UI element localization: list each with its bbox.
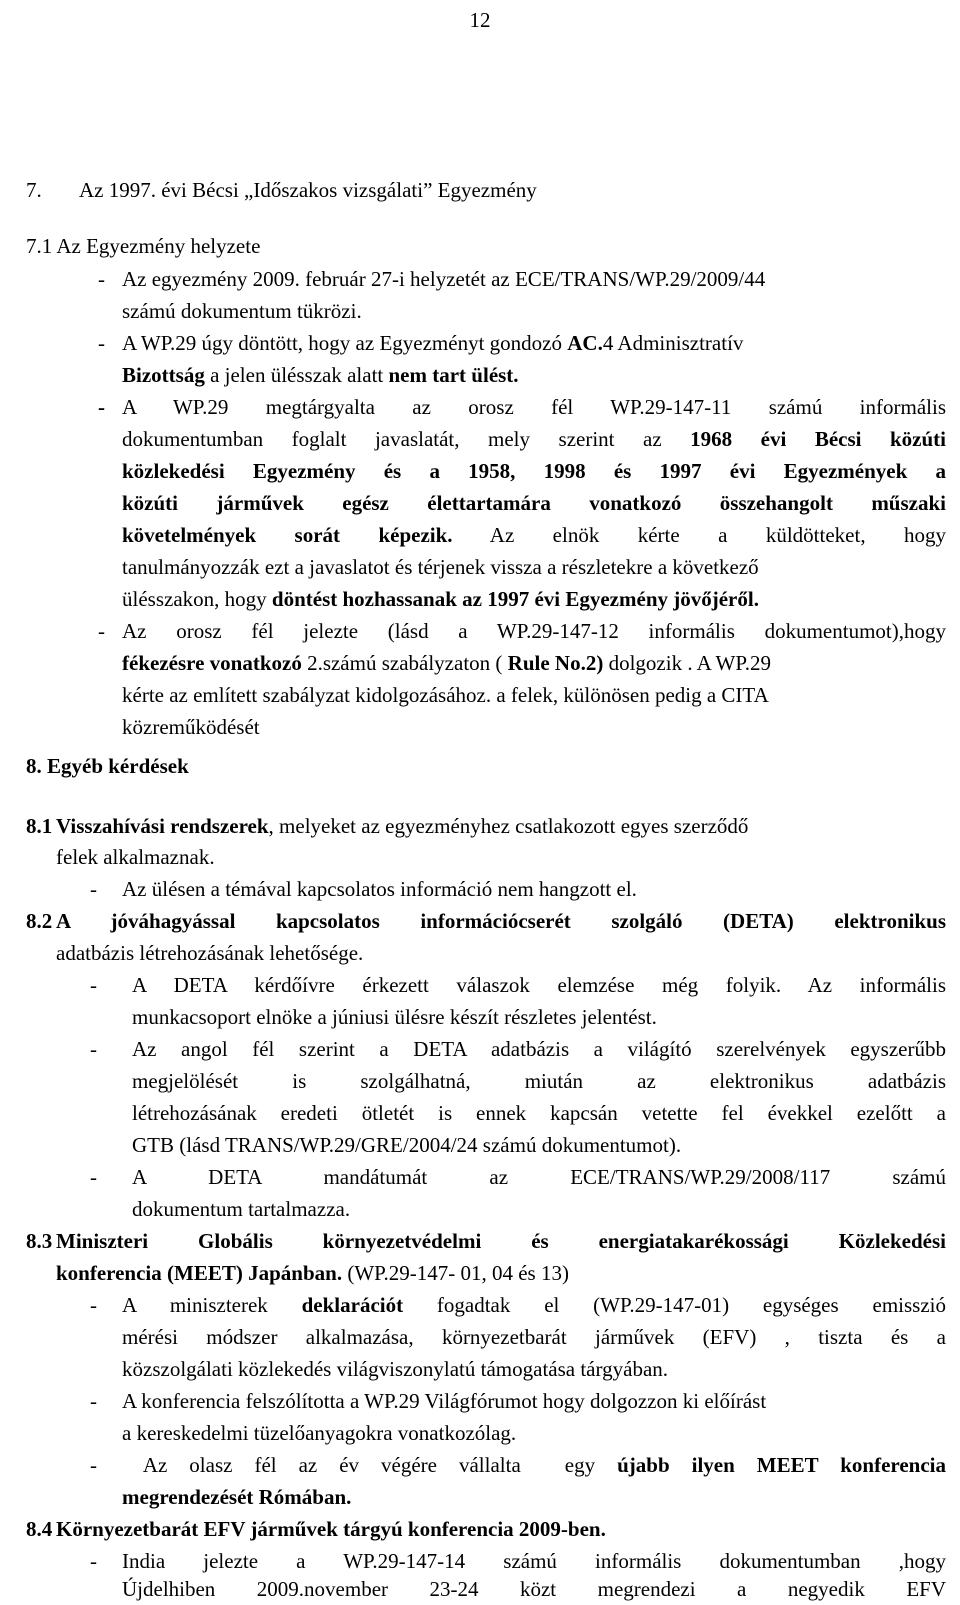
- paragraph-line: létrehozásának eredeti ötletét is ennek kapcsán vetette fel évekkel ezelőtt a: [132, 1101, 946, 1125]
- paragraph-line: A WP.29 úgy döntött, hogy az Egyezményt gondozó AC.4 Adminisztratív: [122, 331, 744, 355]
- bullet-dash: -: [98, 395, 105, 419]
- bullet-dash: -: [98, 267, 105, 291]
- bullet-dash: -: [90, 1453, 97, 1477]
- paragraph-line: A DETA mandátumát az ECE/TRANS/WP.29/2008/117 számú: [132, 1165, 946, 1189]
- subsection-8-3-number: 8.3: [26, 1229, 53, 1253]
- paragraph-line: fékezésre vonatkozó 2.számú szabályzaton ( Rule No.2) dolgozik . A WP.29: [122, 651, 771, 675]
- bullet-dash: -: [90, 1293, 97, 1317]
- paragraph-line: a kereskedelmi tüzelőanyagokra vonatkozólag.: [122, 1421, 517, 1445]
- paragraph-line: mérési módszer alkalmazása, környezetbarát járművek (EFV) , tiszta és a: [122, 1325, 946, 1349]
- subsection-8-4-title: Környezetbarát EFV járművek tárgyú konferencia 2009-ben.: [56, 1517, 606, 1541]
- bullet-dash: -: [98, 619, 105, 643]
- paragraph-line: közúti járművek egész élettartamára vonatkozó összehangolt műszaki: [122, 491, 946, 515]
- bullet-dash: -: [90, 1389, 97, 1413]
- section-8-title: 8. Egyéb kérdések: [26, 754, 189, 778]
- paragraph-line: GTB (lásd TRANS/WP.29/GRE/2004/24 számú dokumentumot).: [132, 1133, 682, 1157]
- section-7-title: Az 1997. évi Bécsi „Időszakos vizsgálati” Egyezmény: [79, 178, 537, 202]
- paragraph-line: A DETA kérdőívre érkezett válaszok elemzése még folyik. Az informális: [132, 973, 946, 997]
- paragraph-line: A miniszterek deklarációt fogadtak el (WP.29-147-01) egységes emisszió: [122, 1293, 946, 1317]
- paragraph-line: kérte az említett szabályzat kidolgozásához. a felek, különösen pedig a CITA: [122, 683, 769, 707]
- paragraph-line: adatbázis létrehozásának lehetősége.: [56, 941, 364, 965]
- bullet-dash: -: [90, 1165, 97, 1189]
- paragraph-line: Visszahívási rendszerek, melyeket az egyezményhez csatlakozott egyes szerződő: [56, 814, 749, 838]
- paragraph-line: ülésszakon, hogy döntést hozhassanak az 1997 évi Egyezmény jövőjéről.: [122, 587, 759, 611]
- paragraph-line: India jelezte a WP.29-147-14 számú informális dokumentumban ,hogy: [122, 1549, 946, 1573]
- paragraph-line: tanulmányozzák ezt a javaslatot és térjenek vissza a részletekre a következő: [122, 555, 759, 579]
- paragraph-line: A jóváhagyással kapcsolatos információcserét szolgáló (DETA) elektronikus: [56, 909, 946, 933]
- paragraph-line: A konferencia felszólította a WP.29 Világfórumot hogy dolgozzon ki előírást: [122, 1389, 767, 1413]
- bullet-dash: -: [90, 877, 97, 901]
- paragraph-line: közreműködését: [122, 715, 260, 739]
- paragraph-line: munkacsoport elnöke a júniusi ülésre készít részletes jelentést.: [132, 1005, 657, 1029]
- paragraph-line: konferencia (MEET) Japánban. (WP.29-147- 01, 04 és 13): [56, 1261, 569, 1285]
- bullet-dash: -: [98, 331, 105, 355]
- paragraph-line: A WP.29 megtárgyalta az orosz fél WP.29-147-11 számú informális: [122, 395, 946, 419]
- paragraph-line: dokumentum tartalmazza.: [132, 1197, 351, 1221]
- paragraph-line: Az ülésen a témával kapcsolatos információ nem hangzott el.: [122, 877, 637, 901]
- paragraph-line: Az olasz fél az év végére vállalta egy újabb ilyen MEET konferencia: [122, 1453, 946, 1477]
- page-number: 12: [469, 8, 491, 32]
- paragraph-line: Bizottság a jelen ülésszak alatt nem tart ülést.: [122, 363, 519, 387]
- subsection-8-1-number: 8.1: [26, 814, 53, 838]
- paragraph-line: felek alkalmaznak.: [56, 845, 215, 869]
- paragraph-line: közszolgálati közlekedés világviszonylatú támogatása tárgyában.: [122, 1357, 669, 1381]
- paragraph-line: megrendezését Rómában.: [122, 1485, 352, 1509]
- paragraph-line: Az angol fél szerint a DETA adatbázis a világító szerelvények egyszerűbb: [132, 1037, 946, 1061]
- paragraph-line: közlekedési Egyezmény és a 1958, 1998 és 1997 évi Egyezmények a: [122, 459, 946, 483]
- paragraph-line: Az orosz fél jelezte (lásd a WP.29-147-12 informális dokumentumot),hogy: [122, 619, 946, 643]
- bullet-dash: -: [90, 1037, 97, 1061]
- paragraph-line: dokumentumban foglalt javaslatát, mely szerint az 1968 évi Bécsi közúti: [122, 427, 946, 451]
- paragraph-line: számú dokumentum tükrözi.: [122, 299, 362, 323]
- paragraph-line: követelmények sorát képezik. Az elnök kérte a küldötteket, hogy: [122, 523, 946, 547]
- subsection-7-1-title: 7.1 Az Egyezmény helyzete: [26, 234, 261, 258]
- paragraph-line-cut: Újdelhiben 2009.november 23-24 közt megrendezi a negyedik EFV: [122, 1577, 946, 1601]
- paragraph-line: Az egyezmény 2009. február 27-i helyzetét az ECE/TRANS/WP.29/2009/44: [122, 267, 766, 291]
- section-7-number: 7.: [26, 178, 42, 202]
- bullet-dash: -: [90, 1549, 97, 1573]
- paragraph-line: megjelölését is szolgálhatná, miután az elektronikus adatbázis: [132, 1069, 946, 1093]
- subsection-8-2-number: 8.2: [26, 909, 53, 933]
- subsection-8-4-number: 8.4: [26, 1517, 53, 1541]
- bullet-dash: -: [90, 973, 97, 997]
- paragraph-line: Miniszteri Globális környezetvédelmi és energiatakarékossági Közlekedési: [56, 1229, 946, 1253]
